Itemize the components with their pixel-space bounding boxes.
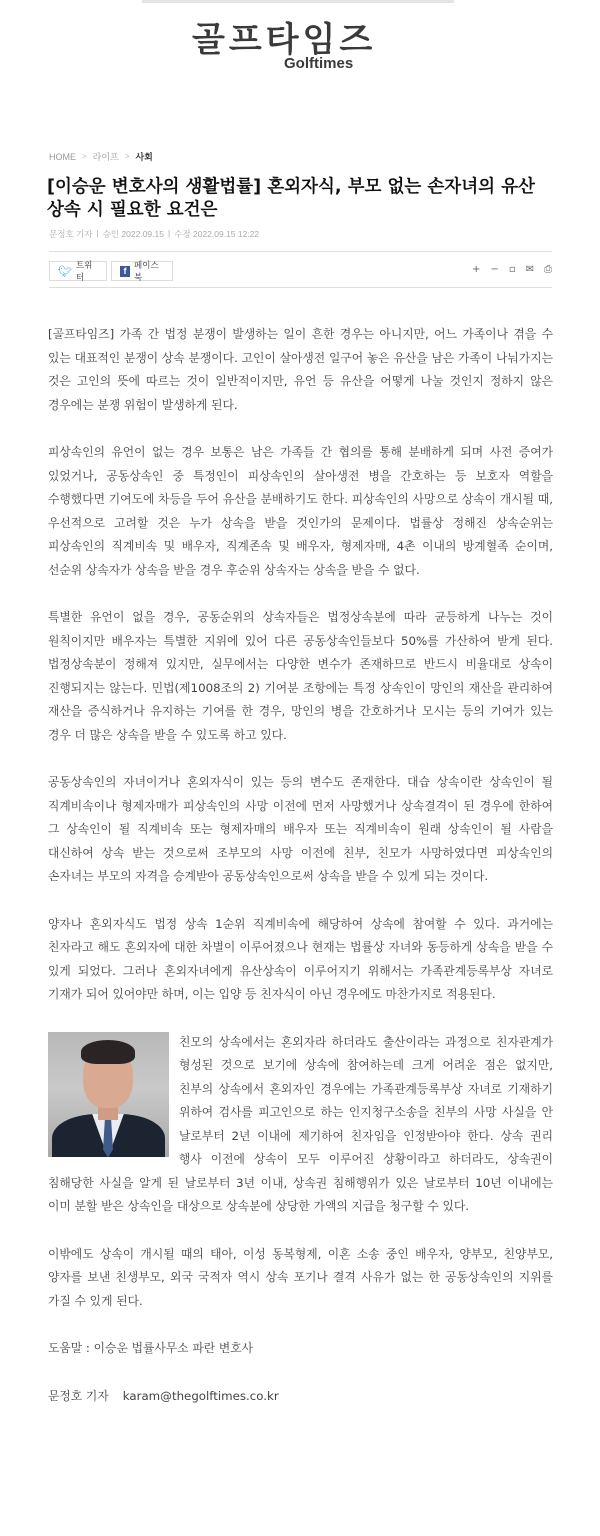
reporter-signature xyxy=(48,1385,553,1409)
font-increase-icon[interactable]: + xyxy=(472,264,481,275)
top-border xyxy=(142,0,454,3)
copy-icon[interactable]: ▫ xyxy=(508,264,516,275)
share-bar xyxy=(49,261,173,281)
byline-author: 문정호 기자 xyxy=(49,229,93,239)
reporter-name: 문정호 기자 xyxy=(48,1388,109,1403)
article-paragraph: 친모의 상속에서는 혼외자라 하더라도 출산이라는 과정으로 친자관계가 형성된 것으로 보기에 상속에 참여하는데 크게 어려운 점은 없지만, 친부의 상속에서 혼외자인 경우에는 가족관계등록부상 자녀로 기재하기 위하여 검사를 피고인으로 하는 인지청구소송을 친부의 사망 사실을 안 날로부터 2년 이내에 제기하여 친자임을 인정받아야 한다. 상속 권리 행사 이전에 상속이 모두 이루어진 상황이라고 하더라도, 상속권이 침해당한 사실을 알게 된 날로부터 3년 이내, 상속권 침해행위가 있은 날로부터 10년 이내에는 이미 분할 받은 상속인을 대상으로 상속분에 상당한 가액의 지급을 청구할 수 있다. xyxy=(48,1034,553,1213)
logo-korean-text: 골프타임즈 xyxy=(192,20,377,60)
breadcrumb-home[interactable]: HOME xyxy=(49,151,76,162)
facebook-icon: f xyxy=(120,266,130,277)
article-byline xyxy=(49,228,259,240)
chevron-right-icon: > xyxy=(82,152,87,161)
breadcrumb-current[interactable]: 사회 xyxy=(135,152,153,162)
twitter-share-button[interactable] xyxy=(49,261,107,281)
facebook-share-button[interactable] xyxy=(111,261,173,281)
breadcrumb xyxy=(49,150,153,163)
email-icon[interactable]: ✉ xyxy=(525,264,534,275)
article-paragraph: [골프타임즈] 가족 간 법정 분쟁이 발생하는 일이 흔한 경우는 아니지만, 어느 가족이나 겪을 수 있는 대표적인 분쟁이 상속 분쟁이다. 고인이 살아생전 일구어 놓은 유산을 남은 가족이 나눠가지는 것은 고인의 뜻에 따르는 것이 일반적이지만, 유언 등 유산을 어떻게 나눌 것인지 정하지 않은 경우에는 분쟁 위험이 발생하게 된다. xyxy=(48,327,553,412)
article-title: [이승운 변호사의 생활법률] 혼외자식, 부모 없는 손자녀의 유산 상속 시 필요한 요건은 xyxy=(47,177,535,220)
article-paragraph: 피상속인의 유언이 없는 경우 보통은 남은 가족들 간 협의를 통해 분배하게 되며 사전 증여가 있었거나, 공동상속인 중 특정인이 피상속인의 살아생전 병을 간호하는 등 보호자 역할을 수행했다면 기여도에 차등을 두어 유산을 분배하기도 한다. 피상속인의 사망으로 상속이 개시될 때, 우선적으로 고려할 것은 누가 상속을 받을 것인가의 문제이다. 법률상 정해진 상속순위는 피상속인의 직계비속 및 배우자, 직계존속 및 배우자, 형제자매, 4촌 이내의 방계혈족 순이며, 선순위 상속자가 상속을 받을 경우 후순위 상속자는 상속을 받을 수 없다. xyxy=(48,445,553,577)
byline-separator: | xyxy=(167,228,171,238)
logo-english-text: Golftimes xyxy=(284,55,354,72)
reporter-email[interactable]: karam@thegolftimes.co.kr xyxy=(122,1388,279,1403)
byline-modified: 수정 2022.09.15 12:22 xyxy=(174,229,260,239)
twitter-icon: 🐦︎ xyxy=(58,264,72,278)
divider xyxy=(49,287,552,288)
chevron-right-icon: > xyxy=(124,152,130,161)
article-note: 도움말 : 이승운 법률사무소 파란 변호사 xyxy=(48,1341,254,1355)
font-decrease-icon[interactable]: − xyxy=(490,264,499,275)
article-paragraph: 특별한 유언이 없을 경우, 공동순위의 상속자들은 법정상속분에 따라 균등하게 나누는 것이 원칙이지만 배우자는 특별한 지위에 있어 다른 공동상속인들보다 50%를 가산하여 받게 된다. 법정상속분이 정해져 있지만, 실무에서는 다양한 변수가 존재하므로 반드시 비율대로 상속이 진행되지는 않는다. 민법(제1008조의 2) 기여분 조항에는 특정 상속인이 망인의 재산을 관리하여 재산을 증식하거나 유지하는 기여를 한 경우, 망인의 병을 간호하거나 모시는 등의 기여가 있는 경우 더 많은 상속을 받을 수 있도록 하고 있다. xyxy=(48,610,553,742)
divider xyxy=(49,251,552,252)
article-body xyxy=(48,323,553,1432)
byline-approved: 승인 2022.09.15 xyxy=(102,229,164,239)
article-paragraph: 이밖에도 상속이 개시될 때의 태아, 이성 동복형제, 이혼 소송 중인 배우자, 양부모, 친양부모, 양자를 보낸 친생부모, 외국 국적자 역시 상속 포기나 결격 사유가 없는 한 공동상속인의 지위를 가질 수 있게 된다. xyxy=(48,1246,553,1308)
print-icon[interactable]: ⎙ xyxy=(544,264,552,275)
lawyer-photo xyxy=(48,1032,169,1157)
breadcrumb-section[interactable]: 라이프 xyxy=(92,152,119,162)
article-paragraph: 양자나 혼외자식도 법정 상속 1순위 직계비속에 해당하여 상속에 참여할 수 있다. 과거에는 친자라고 해도 혼외자에 대한 차별이 이루어졌으나 현재는 법률상 자녀와 동등하게 상속을 받을 수 있게 되었다. 그러나 혼외자녀에게 유산상속이 이루어지기 위해서는 가족관계등록부상 자녀로 기재가 되어 있어야만 하며, 이는 입양 등 친자식이 아닌 경우에도 마찬가지로 적용된다. xyxy=(48,916,553,1001)
byline-separator: | xyxy=(96,228,99,238)
article-paragraph: 공동상속인의 자녀이거나 혼외자식이 있는 등의 변수도 존재한다. 대습 상속이란 상속인이 될 직계비속이나 형제자매가 피상속인의 사망 이전에 먼저 사망했거나 상속결격이 된 경우에 한하여 그 상속인이 될 직계비속 또는 형제자매의 배우자 또는 직계비속이 원래 상속인이 될 사람을 대신하여 상속 받는 것으로써 조부모의 사망 이전에 친부, 친모가 사망하였다면 피상속인의 손자녀는 부모의 자격을 승계받아 공동상속인으로써 상속을 받을 수 있게 되는 것이다. xyxy=(48,775,553,883)
article-tools xyxy=(472,264,552,275)
twitter-share-label: 트위터 xyxy=(75,261,93,283)
site-logo[interactable] xyxy=(192,22,402,74)
facebook-share-label: 페이스북 xyxy=(134,261,159,283)
photo-paragraph xyxy=(48,1031,553,1219)
